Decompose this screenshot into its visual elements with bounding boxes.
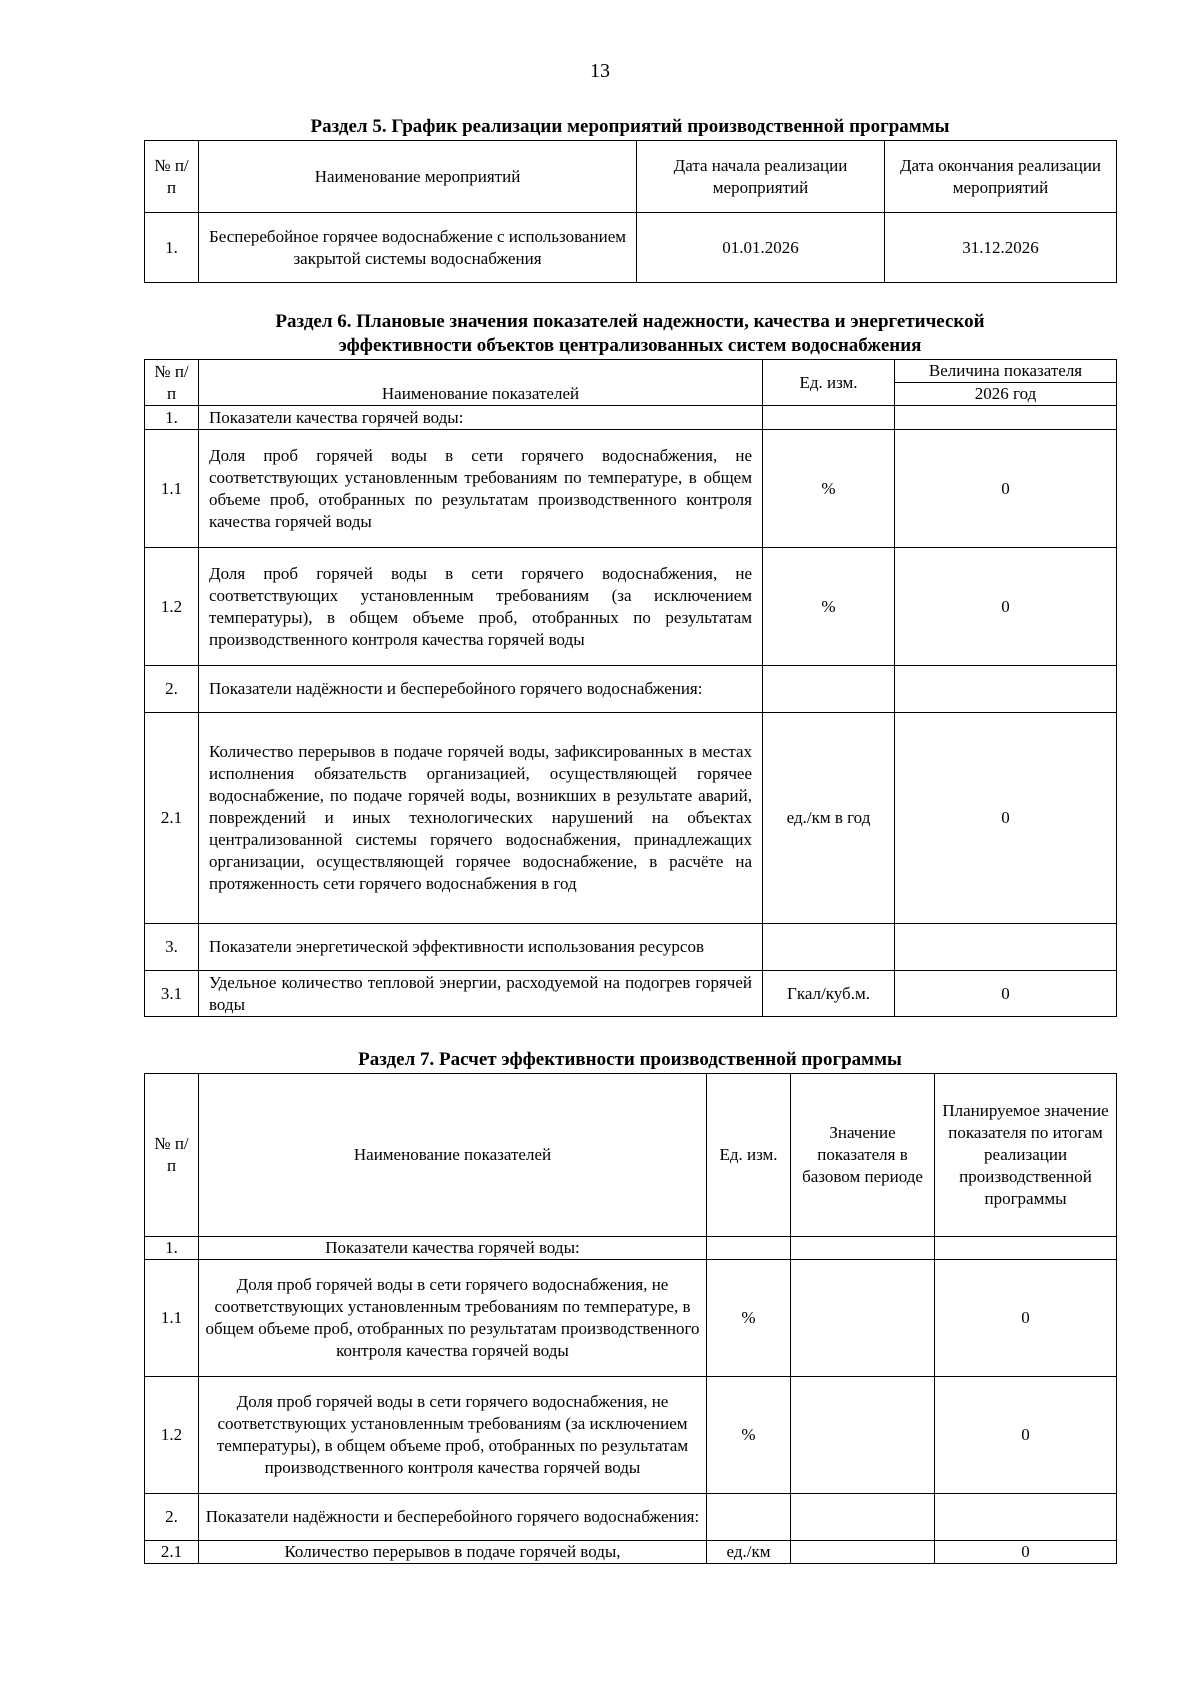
table-row	[145, 1494, 1117, 1541]
header-name: Наименование мероприятий	[199, 141, 637, 213]
row-unit: ед./км в год	[763, 713, 895, 924]
row-name: Показатели надёжности и бесперебойного горячего водоснабжения:	[199, 1494, 707, 1541]
row-num: 2.	[145, 666, 199, 713]
header-base-value: Значение показателя в базовом периоде	[791, 1074, 935, 1237]
section6-title-line1: Раздел 6. Плановые значения показателей надежности, качества и энергетической	[275, 311, 985, 332]
row-unit	[763, 666, 895, 713]
row-unit: %	[763, 430, 895, 548]
section5-header-row	[145, 141, 1117, 213]
row-unit: %	[707, 1377, 791, 1494]
section7-title: Раздел 7. Расчет эффективности производственной программы	[358, 1049, 902, 1070]
header-num: № п/п	[145, 1074, 199, 1237]
header-end-date: Дата окончания реализации мероприятий	[885, 141, 1117, 213]
row-plan	[935, 1494, 1117, 1541]
table-row	[145, 1260, 1117, 1377]
row-num: 1.2	[145, 1377, 199, 1494]
table-row	[145, 971, 1117, 1017]
row-name: Количество перерывов в подаче горячей воды, зафиксированных в местах исполнения обязательств организацией, осуществляющей горячее водоснабжение, по подаче горячей воды, возникших в результате аварий, повреждений и иных технологических нарушений на объектах централизованной системы горячего водоснабжения, принадлежащих организации, осуществляющей горячее водоснабжение, в расчёте на протяженность сети горячего водоснабжения в год	[199, 713, 763, 924]
table-row	[145, 666, 1117, 713]
table-row	[145, 548, 1117, 666]
section5-table	[144, 140, 1117, 283]
row-num: 2.1	[145, 713, 199, 924]
row-value	[895, 666, 1117, 713]
row-name: Доля проб горячей воды в сети горячего водоснабжения, не соответствующих установленным требованиям по температуре, в общем объеме проб, отобранных по результатам производственного контроля качества горячей воды	[199, 430, 763, 548]
row-name: Доля проб горячей воды в сети горячего водоснабжения, не соответствующих установленным требованиям по температуре, в общем объеме проб, отобранных по результатам производственного контроля качества горячей воды	[199, 1260, 707, 1377]
row-unit: ед./км	[707, 1541, 791, 1564]
table-row	[145, 713, 1117, 924]
section7-table	[144, 1073, 1117, 1564]
header-unit: Ед. изм.	[707, 1074, 791, 1237]
row-unit: Гкал/куб.м.	[763, 971, 895, 1017]
row-name: Показатели качества горячей воды:	[199, 406, 763, 430]
row-name: Удельное количество тепловой энергии, расходуемой на подогрев горячей воды	[199, 971, 763, 1017]
row-name: Показатели надёжности и бесперебойного горячего водоснабжения:	[199, 666, 763, 713]
row-plan	[935, 1237, 1117, 1260]
row-value: 0	[895, 971, 1117, 1017]
row-base	[791, 1237, 935, 1260]
row-name: Доля проб горячей воды в сети горячего водоснабжения, не соответствующих установленным требованиям (за исключением температуры), в общем объеме проб, отобранных по результатам производственного контроля качества горячей воды	[199, 1377, 707, 1494]
row-unit	[763, 924, 895, 971]
row-unit: %	[763, 548, 895, 666]
row-base	[791, 1541, 935, 1564]
table-row	[145, 430, 1117, 548]
row-base	[791, 1377, 935, 1494]
table-row	[145, 1541, 1117, 1564]
row-base	[791, 1260, 935, 1377]
row-num: 3.	[145, 924, 199, 971]
row-value	[895, 406, 1117, 430]
header-num: № п/п	[145, 360, 199, 406]
table-row	[145, 213, 1117, 283]
row-num: 1.	[145, 406, 199, 430]
header-start-date: Дата начала реализации мероприятий	[637, 141, 885, 213]
row-name: Показатели качества горячей воды:	[199, 1237, 707, 1260]
row-num: 3.1	[145, 971, 199, 1017]
section5-title: Раздел 5. График реализации мероприятий производственной программы	[310, 116, 950, 137]
row-name: Показатели энергетической эффективности использования ресурсов	[199, 924, 763, 971]
row-num: 1.	[145, 213, 199, 283]
row-plan: 0	[935, 1260, 1117, 1377]
row-start-date: 01.01.2026	[637, 213, 885, 283]
row-base	[791, 1494, 935, 1541]
table-row	[145, 406, 1117, 430]
row-value: 0	[895, 548, 1117, 666]
header-year: 2026 год	[895, 383, 1117, 406]
row-end-date: 31.12.2026	[885, 213, 1117, 283]
row-num: 2.	[145, 1494, 199, 1541]
section7-header-row	[145, 1074, 1117, 1237]
table-row	[145, 924, 1117, 971]
row-plan: 0	[935, 1377, 1117, 1494]
header-name: Наименование показателей	[199, 1074, 707, 1237]
row-num: 2.1	[145, 1541, 199, 1564]
row-name: Доля проб горячей воды в сети горячего водоснабжения, не соответствующих установленным требованиям (за исключением температуры), в общем объеме проб, отобранных по результатам производственного контроля качества горячей воды	[199, 548, 763, 666]
section6-table	[144, 359, 1117, 1017]
section6-header-row	[145, 360, 1117, 383]
row-unit	[707, 1237, 791, 1260]
table-row	[145, 1377, 1117, 1494]
row-num: 1.	[145, 1237, 199, 1260]
row-value	[895, 924, 1117, 971]
section6-title-line2: эффективности объектов централизованных систем водоснабжения	[338, 335, 922, 356]
row-plan: 0	[935, 1541, 1117, 1564]
row-value: 0	[895, 713, 1117, 924]
row-value: 0	[895, 430, 1117, 548]
header-name: Наименование показателей	[199, 360, 763, 406]
table-row	[145, 1237, 1117, 1260]
row-num: 1.1	[145, 1260, 199, 1377]
header-num: № п/п	[145, 141, 199, 213]
header-unit: Ед. изм.	[763, 360, 895, 406]
row-name: Количество перерывов в подаче горячей воды,	[199, 1541, 707, 1564]
header-value: Величина показателя	[895, 360, 1117, 383]
row-name: Бесперебойное горячее водоснабжение с использованием закрытой системы водоснабжения	[199, 213, 637, 283]
row-unit	[763, 406, 895, 430]
row-unit: %	[707, 1260, 791, 1377]
row-num: 1.1	[145, 430, 199, 548]
row-num: 1.2	[145, 548, 199, 666]
page-number: 13	[590, 60, 610, 82]
header-plan-value: Планируемое значение показателя по итогам реализации производственной программы	[935, 1074, 1117, 1237]
row-unit	[707, 1494, 791, 1541]
